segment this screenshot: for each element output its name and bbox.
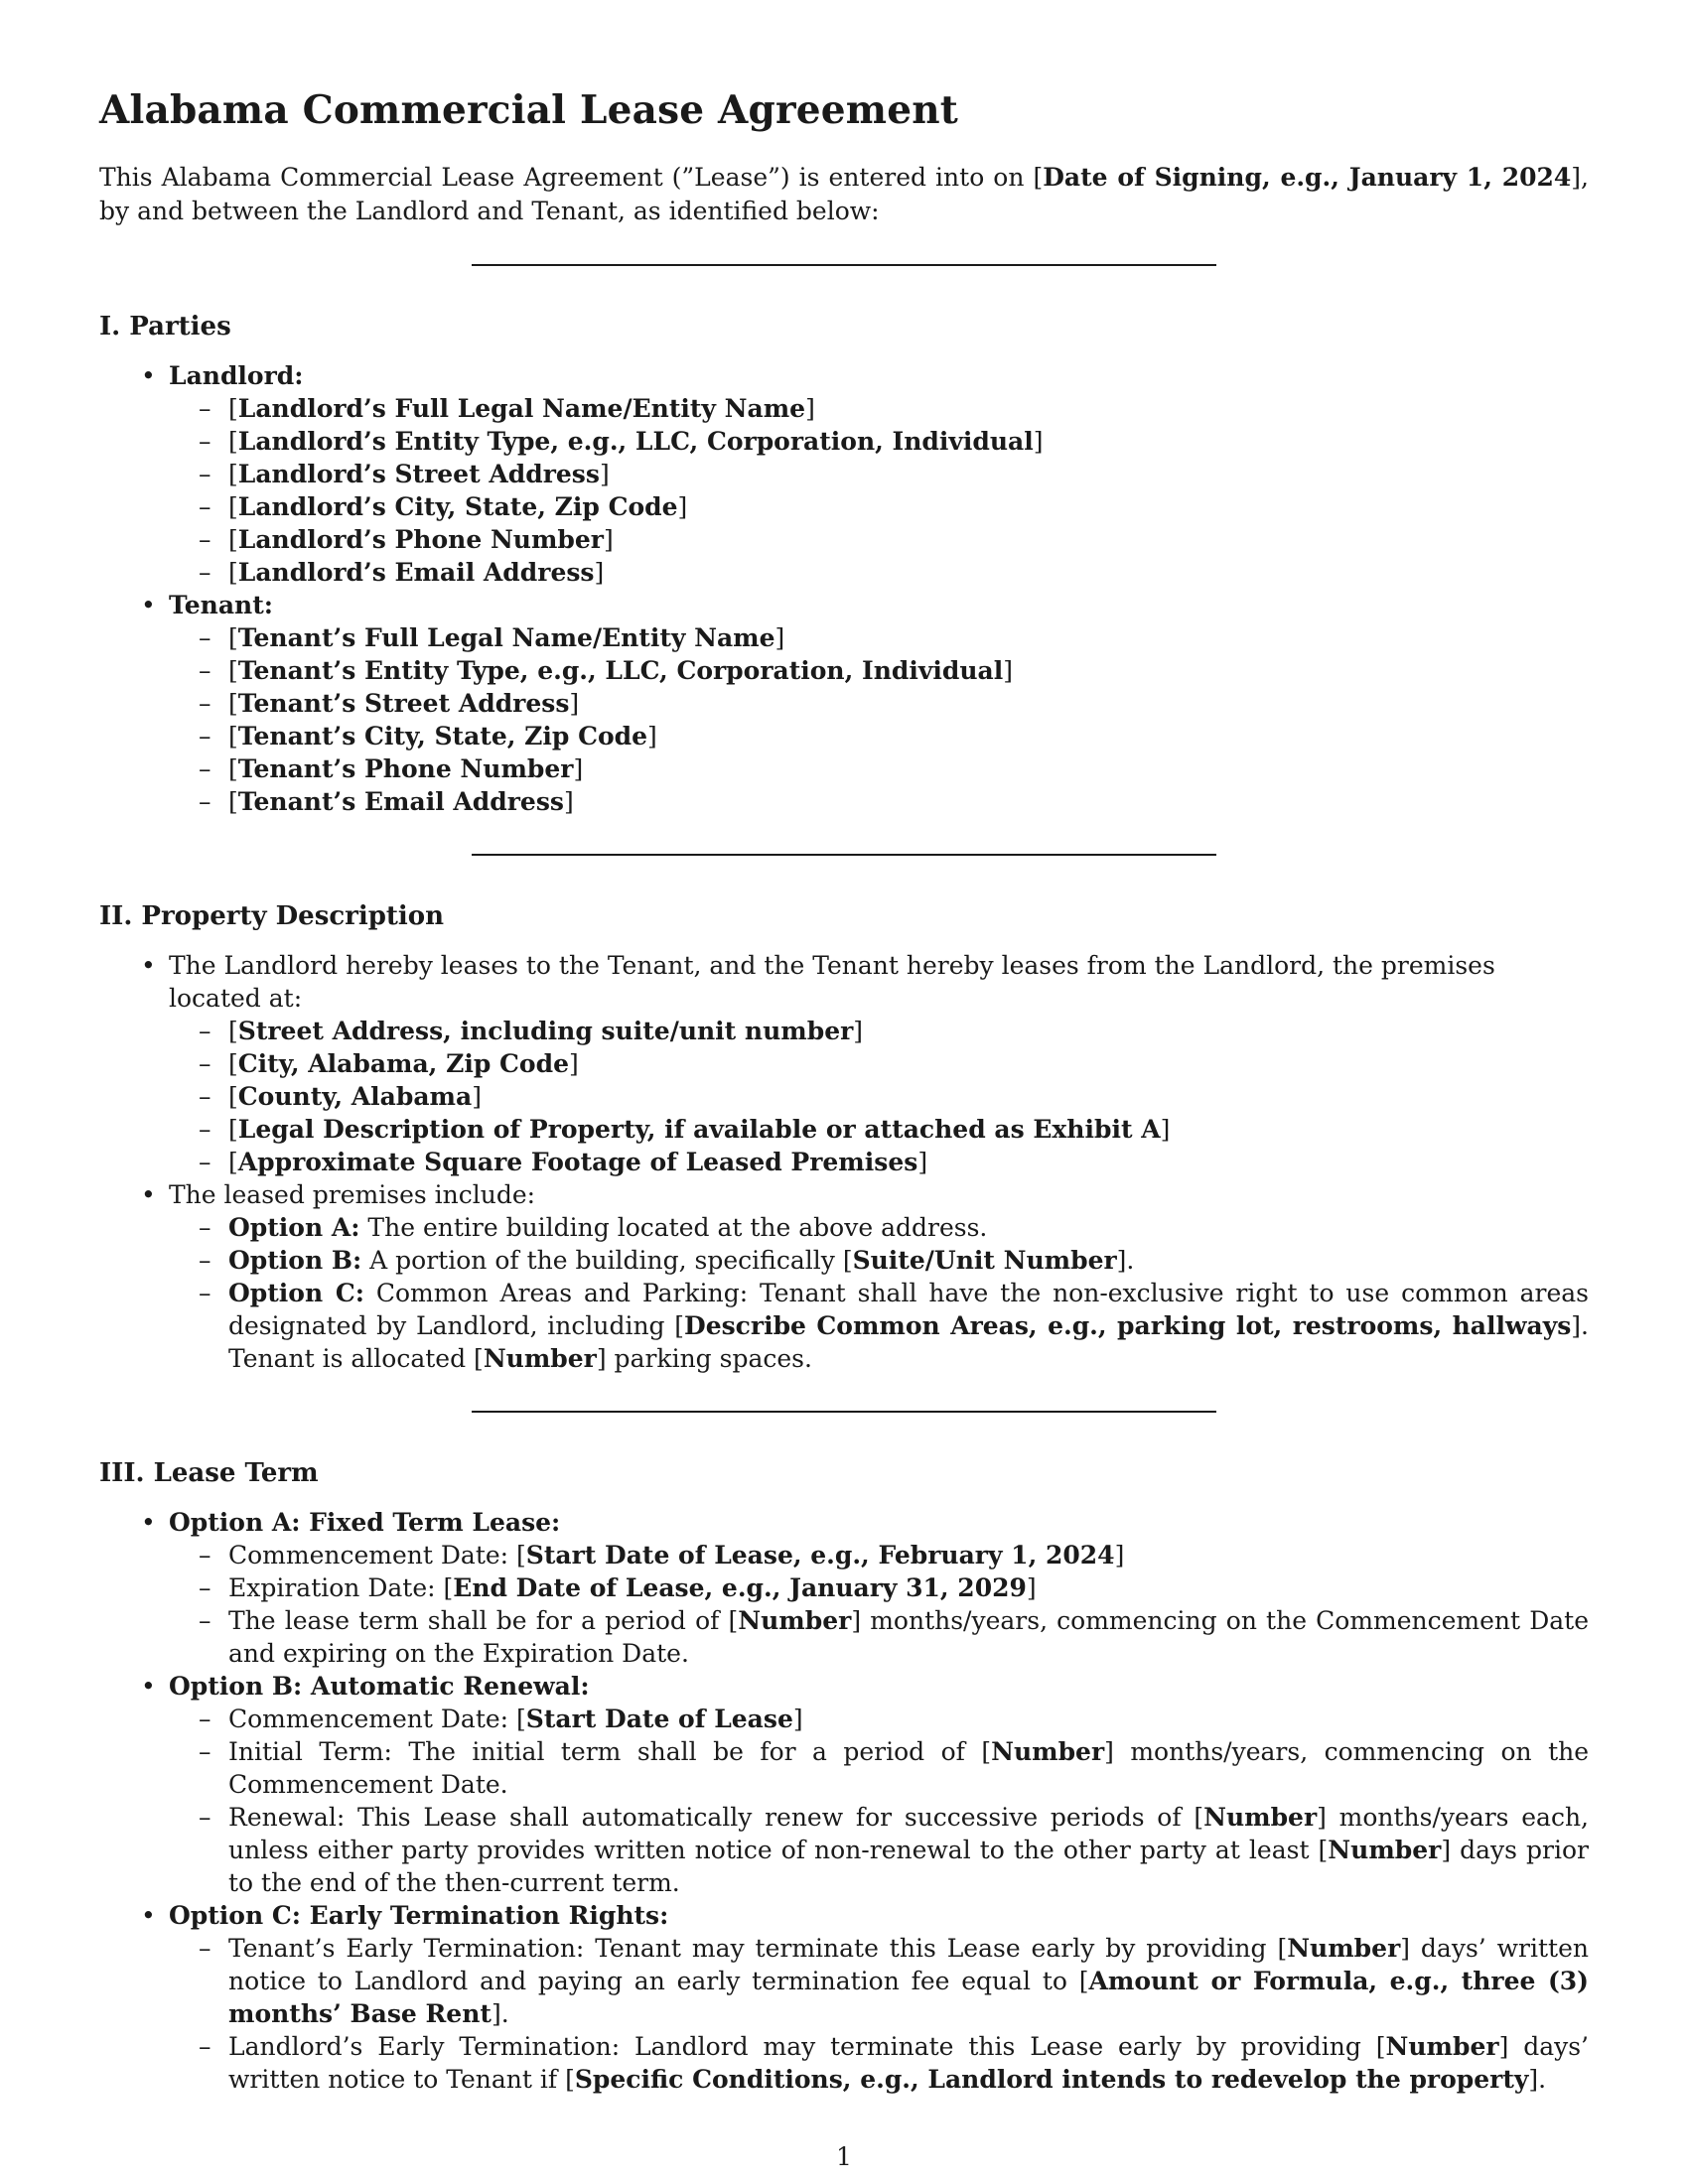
lease-intro-text: The Landlord hereby leases to the Tenant, and the Tenant hereby leases from the Landlord, the premises located at: [169, 951, 1495, 1013]
option-label: Option A: [228, 1213, 360, 1242]
common-areas-field: Describe Common Areas, e.g., parking lot, restrooms, hallways [684, 1311, 1572, 1340]
suite-unit-field: Suite/Unit Number [852, 1246, 1117, 1275]
term-text: ] months/years, commencing on the Commencement Date and expiring on the Expiration Date. [228, 1606, 1589, 1668]
option-text: Common Areas and Parking: Tenant shall have the non-exclusive right to use common areas designated by Landlord, including [ [228, 1279, 1589, 1340]
bracket: ] [917, 1148, 928, 1176]
premises-street-field: Street Address, including suite/unit number [237, 1017, 854, 1045]
list-item [228, 1211, 1589, 1244]
landlord-phone-field: Landlord’s Phone Number [237, 525, 604, 554]
parties-list [99, 359, 1589, 818]
bracket: ] [599, 460, 610, 488]
bracket: [ [228, 1049, 238, 1078]
list-item [228, 1146, 1589, 1178]
option-text: ] parking spaces. [596, 1344, 812, 1373]
number-field: Number [1203, 1803, 1318, 1832]
bracket: [ [1033, 163, 1044, 192]
list-item [228, 1047, 1589, 1080]
list-item [228, 392, 1589, 425]
end-date-field: End Date of Lease, e.g., January 31, 2029 [453, 1573, 1027, 1602]
bracket: [ [228, 754, 238, 783]
term-text: ] months/years each, unless either party provides written notice of non-renewal to the other party at least [ [228, 1803, 1589, 1864]
list-item [169, 1899, 1589, 2096]
list-item [228, 1244, 1589, 1277]
start-date-field: Start Date of Lease [525, 1705, 793, 1733]
term-text: Expiration Date: [ [228, 1573, 454, 1602]
bracket: ] [1026, 1573, 1037, 1602]
bracket: ] [1571, 163, 1582, 192]
bracket: [ [228, 492, 238, 521]
list-item [228, 1735, 1589, 1801]
landlord-item [169, 359, 1589, 589]
bracket: [ [228, 558, 238, 587]
list-item [228, 1277, 1589, 1375]
term-text: Tenant’s Early Termination: Tenant may terminate this Lease early by providing [ [228, 1934, 1288, 1963]
section-title-lease-term: III. Lease Term [99, 1458, 319, 1488]
list-item [169, 1178, 1589, 1375]
bracket: ] [805, 394, 815, 423]
list-item [228, 458, 1589, 490]
legal-description-field: Legal Description of Property, if available or attached as Exhibit A [237, 1115, 1161, 1144]
early-termination-items [169, 1932, 1589, 2096]
tenant-entity-type-field: Tenant’s Entity Type, e.g., LLC, Corporation, Individual [237, 656, 1004, 685]
term-text: Commencement Date: [ [228, 1705, 526, 1733]
tenant-email-field: Tenant’s Email Address [237, 787, 564, 816]
list-item [169, 1670, 1589, 1899]
tenant-phone-field: Tenant’s Phone Number [237, 754, 574, 783]
term-text: Initial Term: The initial term shall be for a period of [ [228, 1737, 992, 1766]
premises-city-field: City, Alabama, Zip Code [237, 1049, 569, 1078]
term-text: ] months/years, commencing on the Commencement Date. [228, 1737, 1590, 1799]
list-item [228, 2030, 1589, 2096]
property-list [99, 949, 1589, 1375]
bracket: [ [228, 1115, 238, 1144]
option-label: Option A: Fixed Term Lease: [169, 1508, 561, 1537]
list-item [228, 1604, 1589, 1670]
bracket: [ [228, 1082, 238, 1111]
landlord-street-field: Landlord’s Street Address [237, 460, 600, 488]
list-item [228, 1015, 1589, 1047]
option-label: Option B: Automatic Renewal: [169, 1672, 590, 1701]
termination-fee-field: Amount or Formula, e.g., three (3) months’ Base Rent [228, 1967, 1589, 2028]
bracket: ] [1033, 427, 1044, 456]
landlord-name-field: Landlord’s Full Legal Name/Entity Name [237, 394, 806, 423]
page-number: 1 [836, 2142, 852, 2171]
term-text: Renewal: This Lease shall automatically renew for successive periods of [ [228, 1803, 1204, 1832]
signing-date-field: Date of Signing, e.g., January 1, 2024 [1043, 163, 1572, 192]
tenant-label: Tenant: [169, 591, 273, 619]
list-item [169, 1506, 1589, 1670]
term-text: ] days’ written notice to Tenant if [ [228, 2032, 1589, 2094]
bracket: [ [228, 427, 238, 456]
list-item [228, 1932, 1589, 2030]
list-item [228, 1113, 1589, 1146]
term-text: ] days prior to the end of the then-current term. [228, 1836, 1589, 1897]
landlord-email-field: Landlord’s Email Address [237, 558, 595, 587]
tenant-street-field: Tenant’s Street Address [237, 689, 570, 718]
list-item [228, 687, 1589, 720]
premises-options [169, 1211, 1589, 1375]
option-text: ]. Tenant is allocated [ [228, 1311, 1589, 1373]
tenant-item [169, 589, 1589, 818]
list-item [228, 1703, 1589, 1735]
number-field: Number [738, 1606, 852, 1635]
section-title-parties: I. Parties [99, 312, 231, 341]
option-label: Option C: [228, 1279, 364, 1307]
bracket: [ [228, 689, 238, 718]
term-text: ] days’ written notice to Landlord and paying an early termination fee equal to [ [228, 1934, 1589, 1995]
list-item [228, 425, 1589, 458]
list-item [228, 1539, 1589, 1571]
list-item [228, 523, 1589, 556]
bracket: ] [573, 754, 584, 783]
bracket: ] [1003, 656, 1014, 685]
list-item [169, 949, 1589, 1178]
bracket: ] [1160, 1115, 1171, 1144]
bracket: ] [677, 492, 688, 521]
bracket: ] [853, 1017, 864, 1045]
landlord-city-field: Landlord’s City, State, Zip Code [237, 492, 678, 521]
list-item [228, 785, 1589, 818]
premises-county-field: County, Alabama [237, 1082, 473, 1111]
intro-text: , by and between the Landlord and Tenant, as identified below: [99, 163, 1589, 225]
list-item [228, 556, 1589, 589]
bracket: ] [647, 722, 657, 751]
bracket: [ [228, 787, 238, 816]
term-text: Landlord’s Early Termination: Landlord may terminate this Lease early by providing [ [228, 2032, 1386, 2061]
parking-number-field: Number [483, 1344, 597, 1373]
section-divider [472, 264, 1216, 266]
term-text: ]. [491, 1999, 509, 2028]
section-divider [472, 854, 1216, 856]
landlord-label: Landlord: [169, 361, 304, 390]
lease-term-list [99, 1506, 1589, 2096]
landlord-fields [169, 392, 1589, 589]
termination-conditions-field: Specific Conditions, e.g., Landlord intends to redevelop the property [574, 2065, 1529, 2094]
tenant-fields [169, 621, 1589, 818]
fixed-term-items [169, 1539, 1589, 1670]
include-intro-text: The leased premises include: [169, 1180, 536, 1209]
document-page [99, 87, 1589, 2096]
bracket: [ [228, 656, 238, 685]
bracket: [ [228, 1148, 238, 1176]
bracket: ] [774, 623, 785, 652]
number-field: Number [1287, 1934, 1401, 1963]
bracket: [ [228, 394, 238, 423]
bracket: [ [228, 1017, 238, 1045]
premises-fields [169, 1015, 1589, 1178]
auto-renewal-items [169, 1703, 1589, 1899]
tenant-city-field: Tenant’s City, State, Zip Code [237, 722, 648, 751]
list-item [228, 1571, 1589, 1604]
option-text: ]. [1116, 1246, 1135, 1275]
option-label: Option C: Early Termination Rights: [169, 1901, 669, 1930]
list-item [228, 752, 1589, 785]
list-item [228, 1801, 1589, 1899]
bracket: ] [472, 1082, 482, 1111]
option-label: Option B: [228, 1246, 362, 1275]
list-item [228, 720, 1589, 752]
start-date-field: Start Date of Lease, e.g., February 1, 2024 [525, 1541, 1115, 1570]
tenant-name-field: Tenant’s Full Legal Name/Entity Name [237, 623, 775, 652]
option-text: A portion of the building, specifically [ [361, 1246, 853, 1275]
intro-paragraph [99, 161, 1589, 228]
number-field: Number [1328, 1836, 1442, 1864]
term-text: The lease term shall be for a period of [ [228, 1606, 739, 1635]
document-title: Alabama Commercial Lease Agreement [99, 87, 958, 133]
bracket: ] [792, 1705, 803, 1733]
intro-text: This Alabama Commercial Lease Agreement (”Lease”) is entered into on [99, 163, 1034, 192]
bracket: [ [228, 722, 238, 751]
list-item [228, 490, 1589, 523]
square-footage-field: Approximate Square Footage of Leased Premises [237, 1148, 918, 1176]
list-item [228, 621, 1589, 654]
section-divider [472, 1411, 1216, 1413]
option-text: The entire building located at the above address. [359, 1213, 988, 1242]
bracket: ] [1114, 1541, 1125, 1570]
landlord-entity-type-field: Landlord’s Entity Type, e.g., LLC, Corporation, Individual [237, 427, 1034, 456]
bracket: ] [594, 558, 605, 587]
section-title-property: II. Property Description [99, 901, 445, 931]
list-item [228, 1080, 1589, 1113]
list-item [228, 654, 1589, 687]
term-text: Commencement Date: [ [228, 1541, 526, 1570]
bracket: ] [563, 787, 574, 816]
bracket: ] [569, 689, 580, 718]
number-field: Number [1385, 2032, 1499, 2061]
bracket: ] [568, 1049, 579, 1078]
bracket: [ [228, 460, 238, 488]
term-text: ]. [1528, 2065, 1547, 2094]
bracket: [ [228, 525, 238, 554]
number-field: Number [991, 1737, 1105, 1766]
bracket: [ [228, 623, 238, 652]
bracket: ] [603, 525, 614, 554]
